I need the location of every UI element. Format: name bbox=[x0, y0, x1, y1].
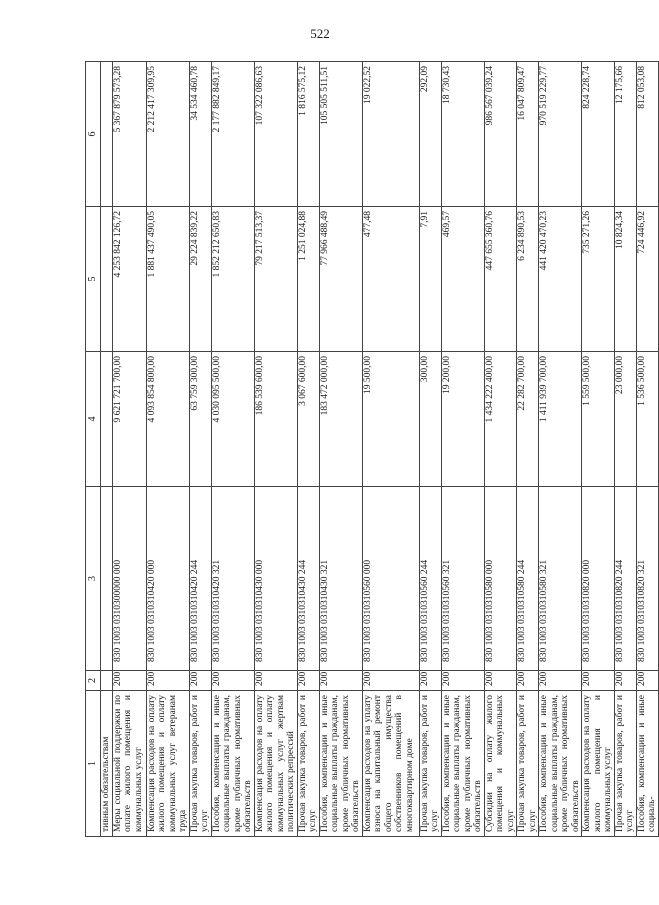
row-name-cell: Субсидии на оплату жилого помещения и коммунальных услуг bbox=[484, 691, 517, 837]
row-remaining-cell: 986 567 039,24 bbox=[484, 62, 517, 207]
row-remaining-cell: 107 322 086,63 bbox=[254, 62, 297, 207]
budget-table bbox=[85, 61, 659, 837]
row-executed-cell: 7,91 bbox=[419, 207, 441, 352]
row-remaining-cell: 292,09 bbox=[419, 62, 441, 207]
row-remaining-cell: 12 175,66 bbox=[614, 62, 636, 207]
header-cell: 4 bbox=[86, 352, 101, 487]
table-row bbox=[419, 62, 441, 837]
header-cell: 1 bbox=[86, 691, 101, 837]
row-approved-cell: 22 282 700,00 bbox=[517, 352, 539, 487]
row-name-cell: Пособия, компенсации и иные социальные выплаты гражданам, кроме публичных нормативных обязательств bbox=[539, 691, 582, 837]
row-classification-cell: 830 1003 0310310560 321 bbox=[441, 487, 484, 671]
row-code-cell: 200 bbox=[614, 671, 636, 691]
row-name-cell: Пособия, компенсации и иные социаль- bbox=[636, 691, 658, 837]
row-remaining-cell: 105 505 511,51 bbox=[319, 62, 362, 207]
row-executed-cell: 724 446,92 bbox=[636, 207, 658, 352]
row-executed-cell: 1 852 212 650,83 bbox=[211, 207, 254, 352]
row-approved-cell: 19 500,00 bbox=[362, 352, 419, 487]
row-code-cell: 200 bbox=[582, 671, 615, 691]
row-classification-cell: 830 1003 0310310420 000 bbox=[146, 487, 189, 671]
row-executed-cell: 1 881 437 490,05 bbox=[146, 207, 189, 352]
row-name-cell: Прочая закупка товаров, работ и услуг bbox=[189, 691, 211, 837]
row-name-cell: Пособия, компенсации и иные социальные выплаты гражданам, кроме публичных нормативных обязательств bbox=[441, 691, 484, 837]
table-row bbox=[297, 62, 319, 837]
row-approved-cell: 1 536 500,00 bbox=[636, 352, 658, 487]
row-approved-cell bbox=[101, 352, 113, 487]
row-classification-cell bbox=[101, 487, 113, 671]
row-code-cell: 200 bbox=[539, 671, 582, 691]
row-executed-cell: 4 253 842 126,72 bbox=[112, 207, 146, 352]
row-remaining-cell: 824 228,74 bbox=[582, 62, 615, 207]
row-executed-cell: 447 655 360,76 bbox=[484, 207, 517, 352]
row-executed-cell bbox=[101, 207, 113, 352]
row-name-cell: Компенсация расходов на оплату жилого помещения и оплату коммунальных услуг жертвам политических репрессий bbox=[254, 691, 297, 837]
table-row bbox=[319, 62, 362, 837]
header-cell: 3 bbox=[86, 487, 101, 671]
header-cell: 5 bbox=[86, 207, 101, 352]
row-name-cell: Компенсация расходов на оплату жилого помещения и коммунальных услуг bbox=[582, 691, 615, 837]
row-remaining-cell: 16 047 809,47 bbox=[517, 62, 539, 207]
page-number: 522 bbox=[310, 26, 330, 41]
row-approved-cell: 4 093 854 800,00 bbox=[146, 352, 189, 487]
table-row bbox=[362, 62, 419, 837]
row-classification-cell: 830 1003 0310310430 244 bbox=[297, 487, 319, 671]
row-name-cell: Прочая закупка товаров, работ и услуг bbox=[517, 691, 539, 837]
row-classification-cell: 830 1003 0310310580 000 bbox=[484, 487, 517, 671]
row-remaining-cell: 5 367 879 573,28 bbox=[112, 62, 146, 207]
row-executed-cell: 77 966 488,49 bbox=[319, 207, 362, 352]
row-approved-cell: 183 472 000,00 bbox=[319, 352, 362, 487]
row-classification-cell: 830 1003 0310310430 321 bbox=[319, 487, 362, 671]
row-classification-cell: 830 1003 0310310580 244 bbox=[517, 487, 539, 671]
row-remaining-cell: 19 022,52 bbox=[362, 62, 419, 207]
row-approved-cell: 300,00 bbox=[419, 352, 441, 487]
row-approved-cell: 186 539 600,00 bbox=[254, 352, 297, 487]
row-executed-cell: 6 234 890,53 bbox=[517, 207, 539, 352]
table-row bbox=[441, 62, 484, 837]
row-remaining-cell: 2 212 417 309,95 bbox=[146, 62, 189, 207]
table-row bbox=[254, 62, 297, 837]
row-classification-cell: 830 1003 0310310560 244 bbox=[419, 487, 441, 671]
row-approved-cell: 9 621 721 700,00 bbox=[112, 352, 146, 487]
row-approved-cell: 23 000,00 bbox=[614, 352, 636, 487]
row-name-cell: тивным обязательствам bbox=[101, 691, 113, 837]
row-classification-cell: 830 1003 0310310420 321 bbox=[211, 487, 254, 671]
row-executed-cell: 1 251 024,88 bbox=[297, 207, 319, 352]
row-code-cell: 200 bbox=[517, 671, 539, 691]
row-remaining-cell: 2 177 882 849,17 bbox=[211, 62, 254, 207]
rotated-table-frame bbox=[85, 62, 657, 837]
row-code-cell: 200 bbox=[254, 671, 297, 691]
table-row bbox=[101, 62, 113, 837]
header-row bbox=[86, 62, 101, 837]
table-row bbox=[146, 62, 189, 837]
row-code-cell: 200 bbox=[441, 671, 484, 691]
header-cell: 6 bbox=[86, 62, 101, 207]
table-row bbox=[539, 62, 582, 837]
row-code-cell: 200 bbox=[484, 671, 517, 691]
row-executed-cell: 735 271,26 bbox=[582, 207, 615, 352]
row-remaining-cell: 812 053,08 bbox=[636, 62, 658, 207]
row-classification-cell: 830 1003 0310310580 321 bbox=[539, 487, 582, 671]
row-classification-cell: 830 1003 0310310820 000 bbox=[582, 487, 615, 671]
row-code-cell: 200 bbox=[636, 671, 658, 691]
row-remaining-cell: 18 730,43 bbox=[441, 62, 484, 207]
row-code-cell bbox=[101, 671, 113, 691]
row-code-cell: 200 bbox=[419, 671, 441, 691]
row-code-cell: 200 bbox=[362, 671, 419, 691]
row-executed-cell: 29 224 839,22 bbox=[189, 207, 211, 352]
table-body bbox=[86, 62, 659, 837]
table-row bbox=[211, 62, 254, 837]
row-code-cell: 200 bbox=[297, 671, 319, 691]
row-classification-cell: 830 1003 0310310820 244 bbox=[614, 487, 636, 671]
table-row bbox=[636, 62, 658, 837]
table-row bbox=[517, 62, 539, 837]
row-approved-cell: 63 759 300,00 bbox=[189, 352, 211, 487]
row-code-cell: 200 bbox=[189, 671, 211, 691]
row-name-cell: Меры социальной поддержки по оплате жилого помещения и коммунальных услуг bbox=[112, 691, 146, 837]
row-name-cell: Пособия, компенсации и иные социальные выплаты гражданам, кроме публичных нормативных обязательств bbox=[319, 691, 362, 837]
row-executed-cell: 10 824,34 bbox=[614, 207, 636, 352]
row-name-cell: Прочая закупка товаров, работ и услуг bbox=[297, 691, 319, 837]
row-code-cell: 200 bbox=[112, 671, 146, 691]
row-approved-cell: 19 200,00 bbox=[441, 352, 484, 487]
table-row bbox=[189, 62, 211, 837]
row-approved-cell: 4 030 095 500,00 bbox=[211, 352, 254, 487]
row-classification-cell: 830 1003 0310310560 000 bbox=[362, 487, 419, 671]
row-remaining-cell: 1 816 575,12 bbox=[297, 62, 319, 207]
table-row bbox=[614, 62, 636, 837]
row-approved-cell: 1 411 939 700,00 bbox=[539, 352, 582, 487]
row-name-cell: Прочая закупка товаров, работ и услуг bbox=[419, 691, 441, 837]
table-row bbox=[112, 62, 146, 837]
table-row bbox=[484, 62, 517, 837]
header-cell: 2 bbox=[86, 671, 101, 691]
row-approved-cell: 1 559 500,00 bbox=[582, 352, 615, 487]
row-executed-cell: 469,57 bbox=[441, 207, 484, 352]
row-name-cell: Компенсация расходов на уплату взноса на капитальный ремонт общего имущества собственников помещений в многоквартирном доме bbox=[362, 691, 419, 837]
row-classification-cell: 830 1003 0310310430 000 bbox=[254, 487, 297, 671]
row-executed-cell: 477,48 bbox=[362, 207, 419, 352]
row-approved-cell: 1 434 222 400,00 bbox=[484, 352, 517, 487]
row-remaining-cell bbox=[101, 62, 113, 207]
table-row bbox=[582, 62, 615, 837]
row-code-cell: 200 bbox=[319, 671, 362, 691]
row-remaining-cell: 34 534 460,78 bbox=[189, 62, 211, 207]
row-executed-cell: 79 217 513,37 bbox=[254, 207, 297, 352]
row-classification-cell: 830 1003 0310310420 244 bbox=[189, 487, 211, 671]
row-name-cell: Пособия, компенсации и иные социальные выплаты гражданам, кроме публичных нормативных обязательств bbox=[211, 691, 254, 837]
row-approved-cell: 3 067 600,00 bbox=[297, 352, 319, 487]
row-code-cell: 200 bbox=[146, 671, 189, 691]
row-name-cell: Компенсация расходов на оплату жилого помещения и оплату коммунальных услуг ветеранам труда bbox=[146, 691, 189, 837]
row-remaining-cell: 970 519 229,77 bbox=[539, 62, 582, 207]
row-name-cell: Прочая закупка товаров, работ и услуг bbox=[614, 691, 636, 837]
row-classification-cell: 830 1003 0310300000 000 bbox=[112, 487, 146, 671]
row-classification-cell: 830 1003 0310310820 321 bbox=[636, 487, 658, 671]
row-executed-cell: 441 420 470,23 bbox=[539, 207, 582, 352]
row-code-cell: 200 bbox=[211, 671, 254, 691]
